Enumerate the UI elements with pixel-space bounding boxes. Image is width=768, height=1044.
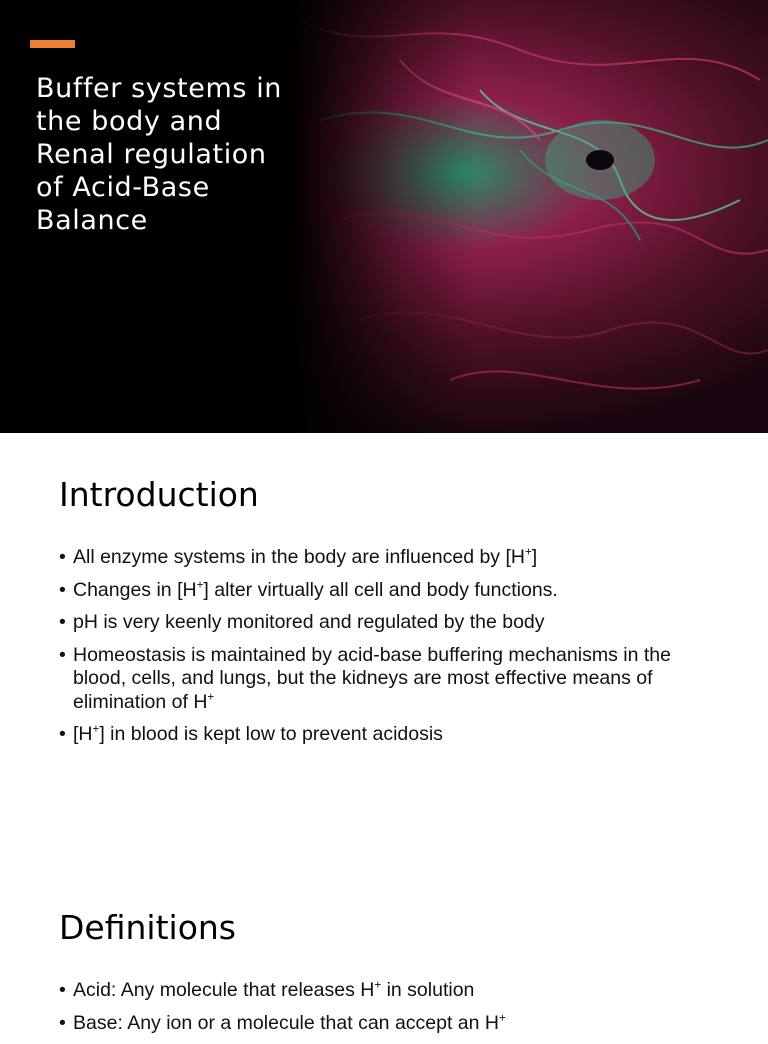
definitions-heading: Definitions [59,908,236,947]
accent-bar [30,40,75,48]
title-slide [0,0,768,433]
introduction-slide [0,433,768,866]
list-item: • Changes in [H+] alter virtually all cell and body functions. [59,579,709,603]
introduction-heading: Introduction [59,475,259,514]
definitions-slide [0,866,768,1034]
list-item: • Base: Any ion or a molecule that can accept an H+ [59,1012,709,1036]
list-item: • [H+] in blood is kept low to prevent acidosis [59,723,709,747]
list-item: • Acid: Any molecule that releases H+ in solution [59,979,709,1003]
definitions-bullet-list [59,979,709,1044]
list-item: • All enzyme systems in the body are influenced by [H+] [59,546,709,570]
list-item: • pH is very keenly monitored and regulated by the body [59,611,709,635]
list-item: • Homeostasis is maintained by acid-base buffering mechanisms in the blood, cells, and lungs, but the kidneys are most effective means of elimination of H+ [59,644,709,715]
presentation-title: Buffer systems in the body and Renal regulation of Acid-Base Balance [36,73,283,236]
introduction-bullet-list [59,546,709,756]
